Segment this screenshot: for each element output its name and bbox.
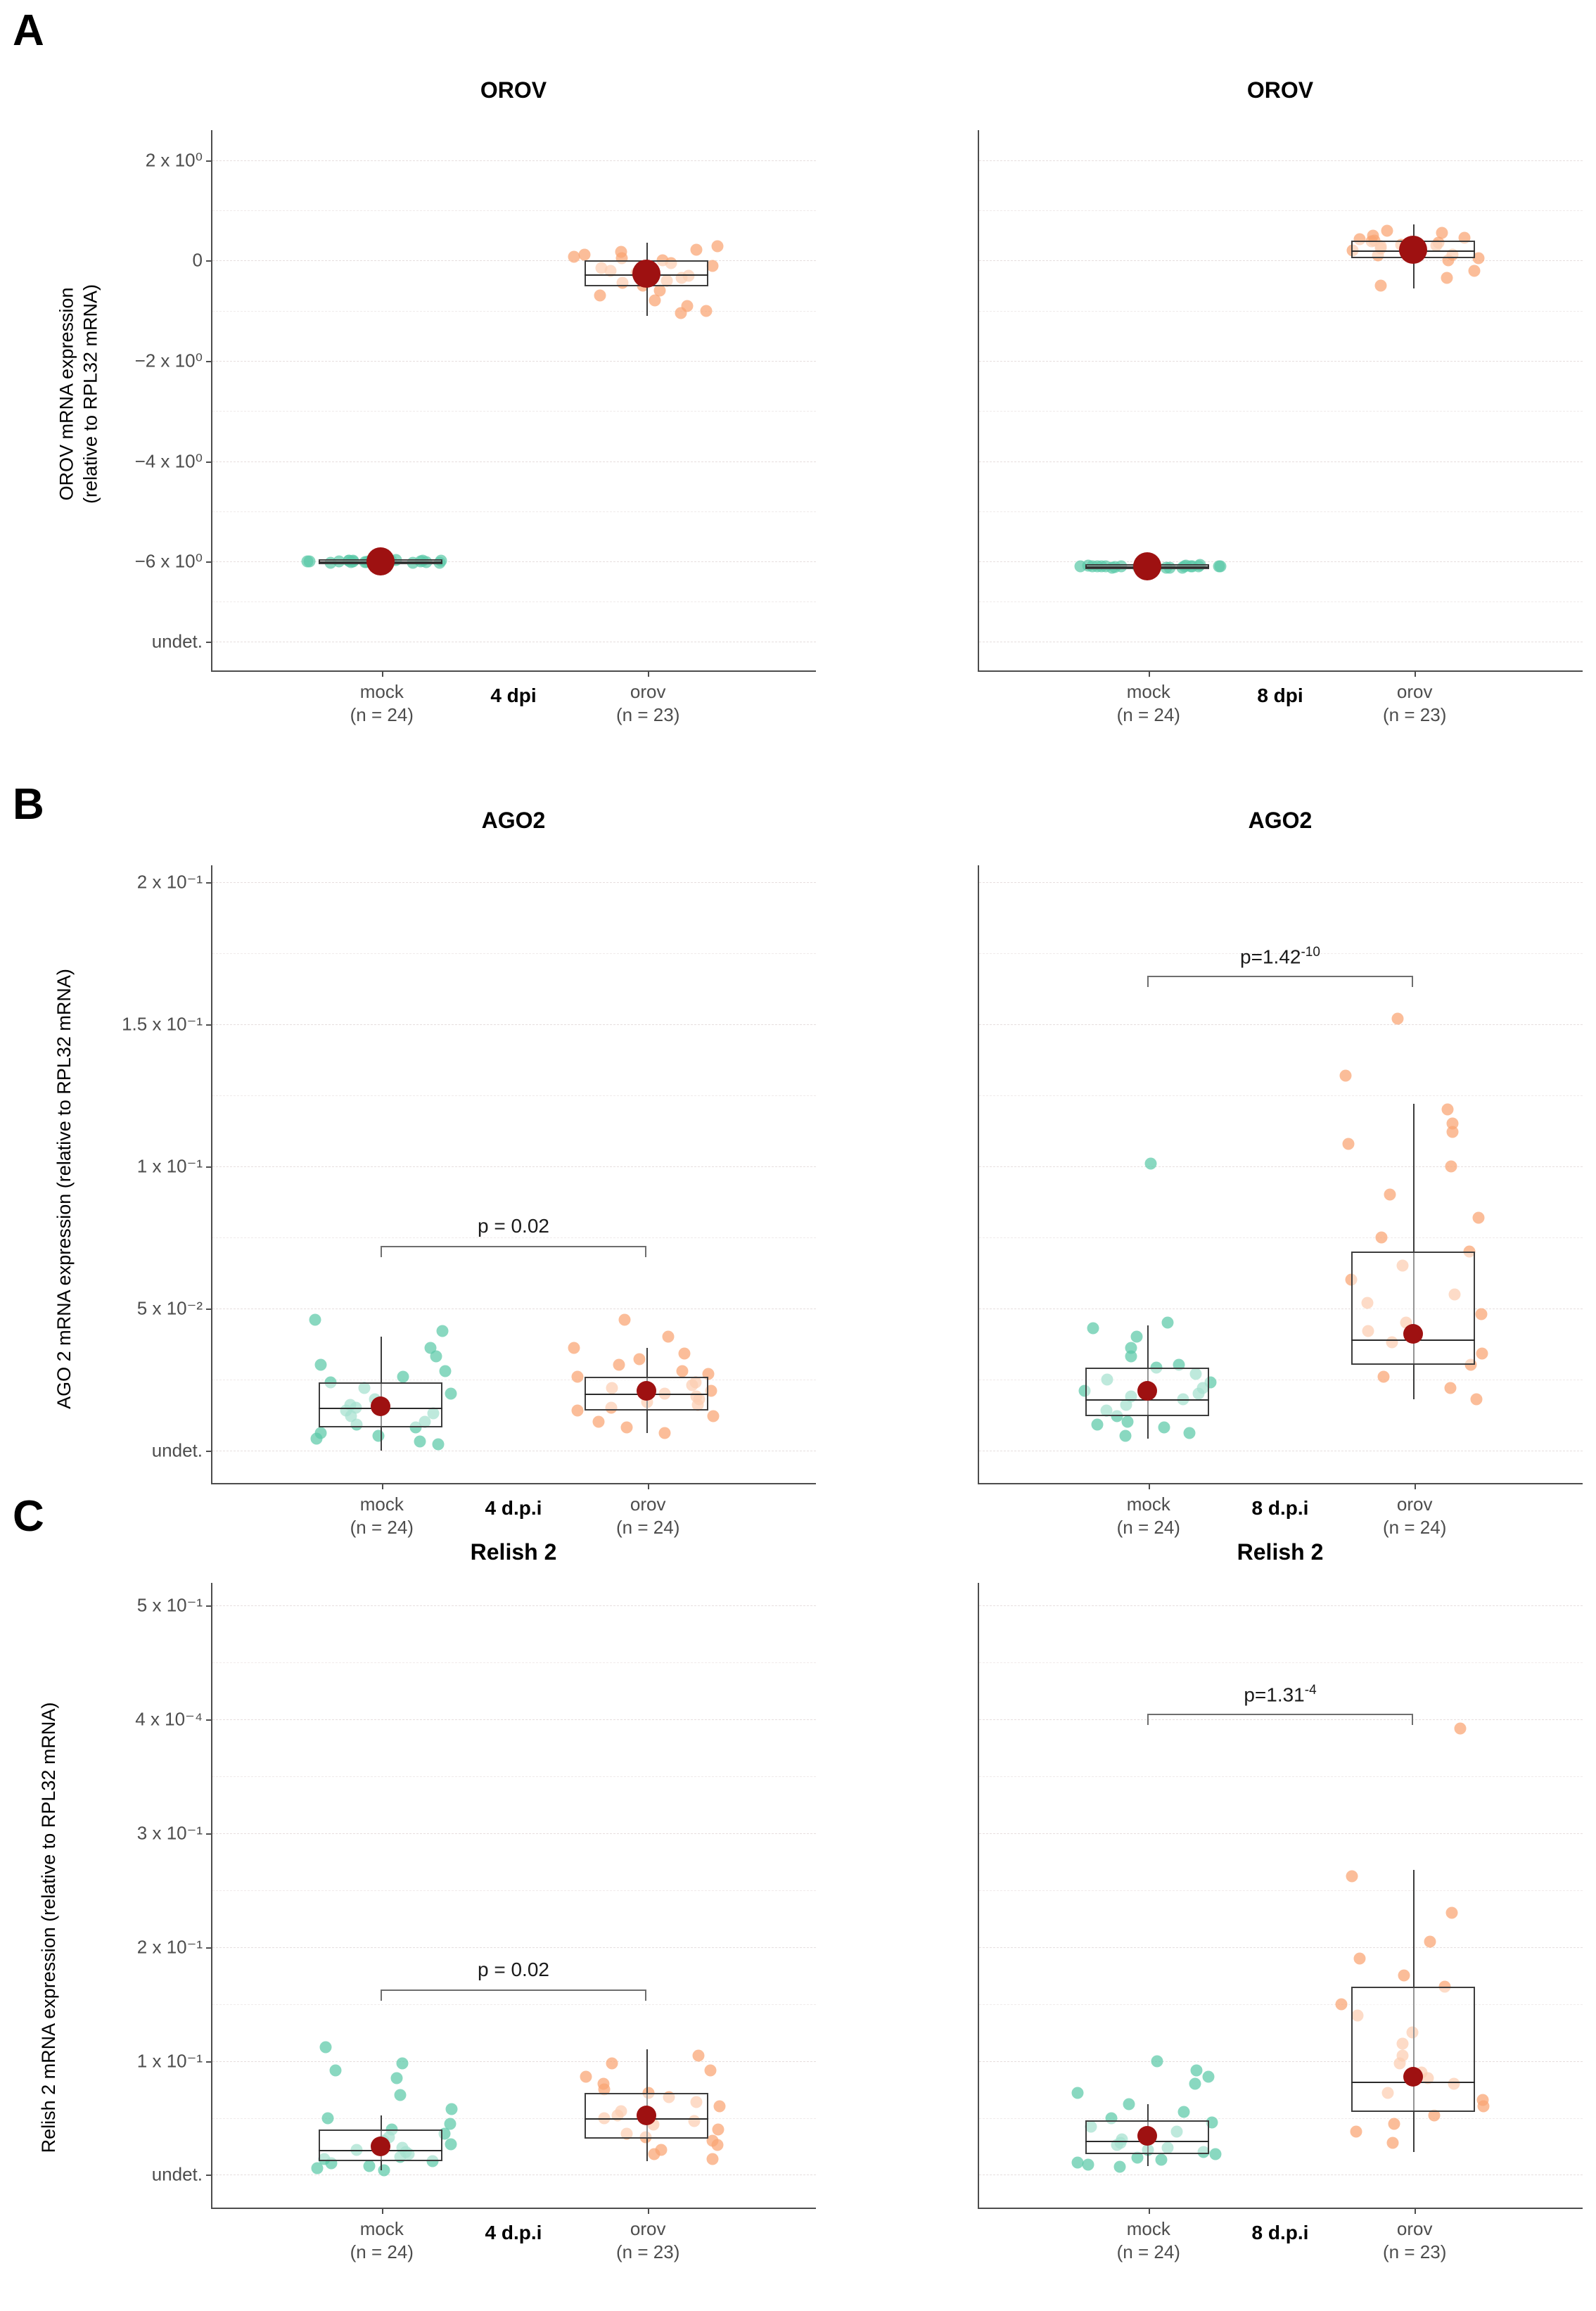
significance-tick-left <box>381 1246 382 1257</box>
data-point <box>1161 1316 1173 1328</box>
x-axis-category-label <box>616 1493 679 1539</box>
data-point <box>311 2162 323 2174</box>
data-point <box>678 1348 690 1360</box>
y-axis-tickmark <box>206 1719 212 1721</box>
gridline-minor <box>212 953 816 954</box>
dpi-label: 8 dpi <box>1257 685 1303 706</box>
x-axis-category-count: (n = 24) <box>616 1516 680 1538</box>
y-axis-tick-label: undet. <box>151 630 203 652</box>
data-point <box>1071 2087 1083 2099</box>
data-point <box>1177 2106 1189 2118</box>
data-point <box>1391 1012 1403 1024</box>
x-axis-category-name: orov <box>1396 1494 1433 1515</box>
x-axis-category-name: orov <box>1396 2218 1433 2239</box>
x-axis-category-label <box>350 1493 414 1539</box>
data-point <box>1156 2154 1168 2166</box>
x-axis-category-count: (n = 24) <box>1116 2241 1180 2262</box>
gridline <box>212 361 816 362</box>
data-point <box>568 1342 580 1354</box>
data-point <box>1183 1427 1195 1439</box>
data-point <box>648 2148 660 2160</box>
data-point <box>571 1405 583 1417</box>
x-axis-category-name: orov <box>630 1494 666 1515</box>
plot-title: AGO2 <box>1248 808 1313 833</box>
x-axis-category-name: mock <box>359 1494 404 1515</box>
x-axis-category-count: (n = 24) <box>350 1516 414 1538</box>
x-axis-category-name: mock <box>1126 681 1170 702</box>
x-axis-category-name: orov <box>1396 681 1433 702</box>
x-axis-category-label <box>1117 680 1180 726</box>
data-point <box>621 1422 633 1434</box>
gridline <box>212 1605 816 1606</box>
data-point <box>592 1416 604 1428</box>
data-point <box>1214 561 1226 573</box>
data-point <box>713 2123 724 2135</box>
data-point <box>1387 2137 1399 2149</box>
data-point <box>711 241 723 253</box>
significance-tick-left <box>1147 976 1149 987</box>
data-point <box>1346 1871 1358 1883</box>
gridline-minor <box>979 511 1583 512</box>
mean-marker <box>1137 2126 1157 2146</box>
mean-marker <box>371 1396 390 1416</box>
data-point <box>1388 2118 1400 2129</box>
data-point <box>1468 265 1480 276</box>
data-point <box>714 2101 726 2113</box>
p-value-label: p = 0.02 <box>478 1958 549 1980</box>
gridline-minor <box>212 1776 816 1777</box>
significance-tick-right <box>1412 1714 1413 1725</box>
x-axis-category-count: (n = 23) <box>616 704 680 725</box>
gridline-minor <box>979 2004 1583 2005</box>
x-axis-category-count: (n = 24) <box>350 2241 414 2262</box>
data-point <box>1144 1157 1156 1169</box>
significance-tick-left <box>1147 1714 1149 1725</box>
data-point <box>711 2139 723 2151</box>
data-point <box>1470 1393 1482 1405</box>
dpi-label: 4 d.p.i <box>485 1497 542 1519</box>
gridline-minor <box>212 411 816 412</box>
x-axis-tickmark <box>648 1483 649 1489</box>
gridline-minor <box>212 511 816 512</box>
data-point <box>309 1313 321 1325</box>
significance-bar <box>1147 1714 1413 1715</box>
x-axis-category-count: (n = 24) <box>1383 1516 1447 1538</box>
data-point <box>1131 1331 1143 1343</box>
x-axis-tickmark <box>382 670 383 677</box>
gridline <box>979 1719 1583 1720</box>
data-point <box>322 2112 334 2124</box>
data-point <box>445 2138 457 2150</box>
y-axis-tick-label: 2 x 10⁻¹ <box>136 871 203 893</box>
data-point <box>1473 1211 1485 1223</box>
x-axis-tickmark <box>648 670 649 677</box>
y-axis-tickmark <box>206 461 212 463</box>
gridline-minor <box>212 601 816 602</box>
gridline-minor <box>212 311 816 312</box>
y-axis-tickmark <box>206 642 212 643</box>
y-axis-tick-label: 3 x 10⁻¹ <box>136 1822 203 1844</box>
p-value-label: $p=1.31^{-4}$ <box>1244 1683 1317 1706</box>
y-axis-title: Relish 2 mRNA expression (relative to RPL32 mRNA) <box>38 1702 60 2153</box>
data-point <box>1376 1231 1388 1243</box>
data-point <box>1441 1104 1453 1116</box>
data-point <box>1374 280 1386 292</box>
x-axis-category-label <box>616 680 679 726</box>
data-point <box>430 1351 442 1363</box>
data-point <box>432 1439 444 1451</box>
y-axis-tickmark <box>206 160 212 162</box>
data-point <box>1122 1416 1134 1428</box>
gridline <box>979 561 1583 562</box>
data-point <box>706 2153 718 2165</box>
data-point <box>1189 2078 1201 2090</box>
significance-bar <box>381 1246 646 1247</box>
mean-marker <box>1399 236 1427 264</box>
x-axis-tickmark <box>1415 2208 1416 2214</box>
x-axis-category-count: (n = 23) <box>1383 2241 1447 2262</box>
dpi-label: 8 d.p.i <box>1251 1497 1309 1519</box>
data-point <box>700 305 712 317</box>
data-point <box>707 1411 719 1422</box>
x-axis-category-count: (n = 23) <box>1383 704 1447 725</box>
mean-marker <box>637 1381 656 1401</box>
significance-bar <box>381 1990 646 1991</box>
data-point <box>394 2089 406 2101</box>
data-point <box>606 2057 618 2069</box>
p-value-label: $p=1.42^{-10}$ <box>1240 945 1320 968</box>
y-axis-tick-label: undet. <box>151 1439 203 1461</box>
y-axis-tick-label: 1 x 10⁻¹ <box>136 1155 203 1177</box>
gridline <box>212 1719 816 1720</box>
data-point <box>329 2064 341 2076</box>
gridline-minor <box>212 2004 816 2005</box>
data-point <box>1082 2158 1094 2170</box>
data-point <box>571 1370 583 1382</box>
data-point <box>1354 1953 1366 1965</box>
data-point <box>1202 2071 1214 2083</box>
data-point <box>1342 1138 1354 1150</box>
gridline <box>979 882 1583 883</box>
data-point <box>692 2049 704 2061</box>
data-point <box>1119 1430 1131 1442</box>
data-point <box>314 1359 326 1371</box>
x-axis-category-label <box>350 680 414 726</box>
y-axis-tick-label: −4 x 10⁰ <box>134 450 203 472</box>
plot-title: Relish 2 <box>470 1539 557 1565</box>
plot-title: OROV <box>480 77 547 103</box>
gridline-minor <box>212 1890 816 1891</box>
data-point <box>659 1427 671 1439</box>
gridline-minor <box>212 1237 816 1238</box>
x-axis-tickmark <box>648 2208 649 2214</box>
data-point <box>594 290 606 302</box>
data-point <box>372 1430 384 1442</box>
x-axis-category-count: (n = 24) <box>350 704 414 725</box>
y-axis-title: AGO 2 mRNA expression (relative to RPL32 mRNA) <box>53 969 75 1409</box>
gridline <box>979 2061 1583 2062</box>
data-point <box>1209 2148 1221 2160</box>
gridline-minor <box>979 1095 1583 1096</box>
y-axis-title: OROV mRNA expression (relative to RPL32 mRNA) <box>56 284 101 504</box>
data-point <box>1445 1160 1457 1172</box>
data-point <box>1455 1723 1467 1735</box>
data-point <box>1441 272 1453 284</box>
gridline <box>979 260 1583 261</box>
gridline <box>212 160 816 161</box>
mean-marker <box>366 547 395 575</box>
y-axis-tickmark <box>206 882 212 884</box>
plot-title: AGO2 <box>481 808 546 833</box>
y-axis-tickmark <box>206 561 212 563</box>
data-point <box>649 295 660 307</box>
data-point <box>1087 1322 1099 1334</box>
y-axis-tick-label: 5 x 10⁻¹ <box>136 1594 203 1616</box>
data-point <box>568 250 580 262</box>
x-axis-category-count: (n = 24) <box>1116 704 1180 725</box>
y-axis-tickmark <box>206 1166 212 1168</box>
data-point <box>677 1365 689 1377</box>
data-point <box>1476 1308 1488 1320</box>
y-axis-tickmark <box>206 1833 212 1835</box>
gridline-minor <box>979 1662 1583 1663</box>
y-axis-tickmark <box>206 1605 212 1607</box>
data-point <box>439 1365 451 1377</box>
gridline <box>979 1024 1583 1025</box>
gridline <box>979 1833 1583 1834</box>
gridline-minor <box>212 2118 816 2119</box>
y-axis-tick-label: 0 <box>192 249 203 271</box>
data-point <box>1446 1907 1458 1919</box>
data-point <box>1424 1935 1436 1947</box>
plot-title: OROV <box>1246 77 1314 103</box>
gridline-minor <box>212 210 816 211</box>
y-axis-tick-label: 2 x 10⁰ <box>145 149 203 171</box>
y-axis-tick-label: −6 x 10⁰ <box>134 550 203 572</box>
significance-tick-right <box>1412 976 1413 987</box>
x-axis-tickmark <box>1149 670 1150 677</box>
data-point <box>1151 2055 1163 2067</box>
y-axis-tickmark <box>206 1947 212 1949</box>
dpi-label: 4 d.p.i <box>485 2222 542 2243</box>
gridline <box>979 160 1583 161</box>
panel-letter-b: B <box>13 780 44 829</box>
box-plot-box <box>1351 1987 1475 2112</box>
gridline-minor <box>979 1237 1583 1238</box>
significance-bar <box>1147 976 1413 977</box>
x-axis-category-label <box>350 2217 414 2263</box>
mean-marker <box>637 2106 656 2125</box>
significance-tick-right <box>645 1990 646 2001</box>
data-point <box>1377 1370 1389 1382</box>
data-point <box>1350 2125 1362 2137</box>
mean-marker <box>371 2137 390 2156</box>
y-axis-tickmark <box>206 1451 212 1452</box>
x-axis-tickmark <box>382 1483 383 1489</box>
x-axis-category-name: mock <box>359 681 404 702</box>
data-point <box>1336 1998 1348 2010</box>
data-point <box>391 2072 403 2084</box>
data-point <box>1158 1422 1170 1434</box>
data-point <box>1384 1189 1396 1201</box>
data-point <box>580 2071 592 2083</box>
gridline <box>212 1833 816 1834</box>
data-point <box>675 307 687 319</box>
data-point <box>1125 1351 1137 1363</box>
y-axis-tickmark <box>206 260 212 262</box>
significance-tick-right <box>645 1246 646 1257</box>
x-axis-category-label <box>1117 2217 1180 2263</box>
x-axis-category-label <box>1117 1493 1180 1539</box>
significance-tick-left <box>381 1990 382 2001</box>
gridline-minor <box>979 2118 1583 2119</box>
x-axis-category-label <box>1383 2217 1446 2263</box>
plot-title: Relish 2 <box>1237 1539 1324 1565</box>
y-axis-tickmark <box>206 2061 212 2063</box>
data-point <box>310 1433 322 1445</box>
x-axis-category-label <box>616 2217 679 2263</box>
mean-marker <box>1133 552 1161 580</box>
data-point <box>363 2160 375 2172</box>
x-axis-category-label <box>1383 1493 1446 1539</box>
y-axis-tick-label: 4 x 10⁻⁴ <box>135 1708 203 1730</box>
mean-marker <box>1403 1324 1423 1344</box>
data-point <box>1381 224 1393 236</box>
x-axis-category-name: orov <box>630 681 666 702</box>
mean-marker <box>1137 1381 1157 1401</box>
gridline <box>212 1166 816 1167</box>
x-axis-category-name: mock <box>359 2218 404 2239</box>
x-axis-category-label <box>1383 680 1446 726</box>
y-axis-tickmark <box>206 1309 212 1310</box>
data-point <box>445 1387 457 1399</box>
gridline <box>212 2061 816 2062</box>
data-point <box>446 2103 458 2115</box>
y-axis-tick-label: 1 x 10⁻¹ <box>136 2050 203 2072</box>
gridline <box>979 361 1583 362</box>
data-point <box>1113 2161 1125 2173</box>
gridline-minor <box>212 1095 816 1096</box>
gridline <box>212 260 816 261</box>
mean-marker <box>632 260 660 288</box>
gridline <box>212 1947 816 1948</box>
data-point <box>1190 2064 1202 2076</box>
gridline-minor <box>212 1662 816 1663</box>
data-point <box>618 1313 630 1325</box>
y-axis-tick-label: 2 x 10⁻¹ <box>136 1936 203 1958</box>
data-point <box>397 1370 409 1382</box>
data-point <box>320 2042 332 2054</box>
gridline <box>979 461 1583 462</box>
gridline-minor <box>979 1776 1583 1777</box>
gridline-minor <box>979 601 1583 602</box>
p-value-label: p = 0.02 <box>478 1214 549 1237</box>
x-axis-tickmark <box>1149 1483 1150 1489</box>
data-point <box>579 248 591 260</box>
x-axis-category-count: (n = 23) <box>616 2241 680 2262</box>
data-point <box>304 556 316 568</box>
x-axis-tickmark <box>1415 1483 1416 1489</box>
data-point <box>436 1325 448 1337</box>
gridline-minor <box>979 1890 1583 1891</box>
data-point <box>1444 1382 1456 1394</box>
y-axis-tick-label: undet. <box>151 2163 203 2185</box>
data-point <box>1477 2101 1489 2113</box>
data-point <box>633 1354 645 1365</box>
y-axis-tickmark <box>206 2175 212 2176</box>
panel-letter-a: A <box>13 6 44 55</box>
gridline <box>212 882 816 883</box>
x-axis-tickmark <box>1149 2208 1150 2214</box>
x-axis-tickmark <box>1415 670 1416 677</box>
data-point <box>613 1359 625 1371</box>
gridline <box>979 1166 1583 1167</box>
x-axis-category-name: orov <box>630 2218 666 2239</box>
dpi-label: 4 dpi <box>490 685 537 706</box>
x-axis-tickmark <box>382 2208 383 2214</box>
panel-letter-c: C <box>13 1492 44 1541</box>
gridline <box>979 1947 1583 1948</box>
gridline-minor <box>979 210 1583 211</box>
mean-marker <box>1403 2067 1423 2087</box>
data-point <box>1446 1126 1458 1138</box>
dpi-label: 8 d.p.i <box>1251 2222 1309 2243</box>
y-axis-tickmark <box>206 1024 212 1026</box>
data-point <box>691 243 703 255</box>
x-axis-category-name: mock <box>1126 2218 1170 2239</box>
x-axis-category-name: mock <box>1126 1494 1170 1515</box>
data-point <box>397 2057 409 2069</box>
y-axis-tick-label: −2 x 10⁰ <box>134 350 203 371</box>
data-point <box>663 1331 675 1343</box>
gridline <box>212 461 816 462</box>
x-axis-category-count: (n = 24) <box>1116 1516 1180 1538</box>
data-point <box>1123 2099 1135 2111</box>
gridline-minor <box>979 311 1583 312</box>
y-axis-tickmark <box>206 361 212 362</box>
gridline <box>979 1605 1583 1606</box>
data-point <box>1339 1069 1351 1081</box>
gridline-minor <box>979 411 1583 412</box>
data-point <box>1091 1419 1103 1431</box>
gridline <box>212 1024 816 1025</box>
y-axis-tick-label: 1.5 x 10⁻¹ <box>122 1013 203 1035</box>
data-point <box>1398 1970 1410 1982</box>
data-point <box>705 2064 717 2076</box>
data-point <box>1476 1348 1488 1360</box>
data-point <box>414 1436 426 1448</box>
y-axis-tick-label: 5 x 10⁻² <box>136 1297 203 1319</box>
box-plot-box <box>1351 1252 1475 1365</box>
